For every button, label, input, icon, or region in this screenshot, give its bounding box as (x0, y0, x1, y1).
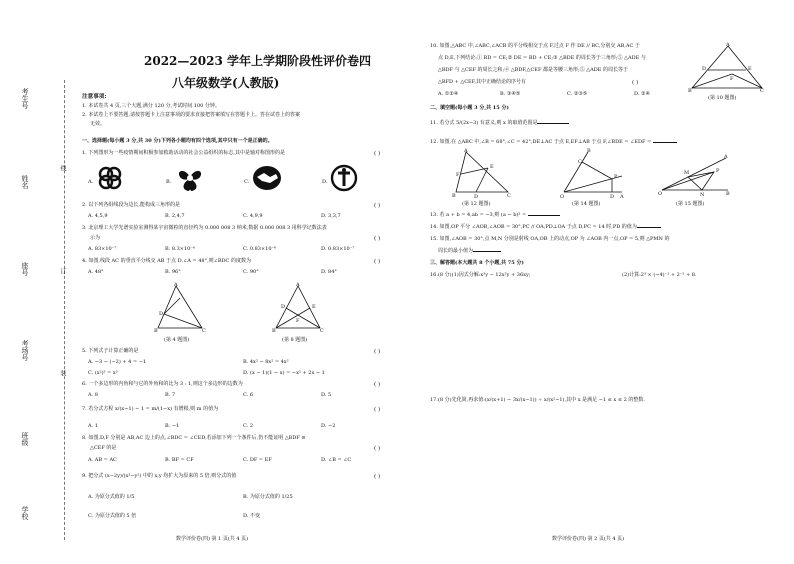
q4-option-a: A. 48° (88, 269, 104, 275)
svg-text:B: B (726, 191, 730, 196)
svg-text:C: C (202, 328, 206, 334)
q1-logo-handshake-icon (252, 165, 282, 191)
q13-stem: 13. 若 a + b = 4,ab = −3,则 (a − b)² = (430, 212, 528, 218)
q10-option-d: D. ②④ (634, 91, 650, 97)
svg-text:E: E (312, 304, 316, 310)
svg-text:O: O (560, 194, 565, 200)
q9-option-d: D. 不变 (243, 513, 261, 519)
svg-text:C: C (578, 159, 582, 165)
q5-option-b: B. 4x² − 8x² = 4x² (243, 359, 289, 365)
q3-stem: 3. 北京理工大学光谱实验室测得某宇宙微粒的直径约为 0.000 008 3 纳米,数据 0.000 008 3 用科学记数法表 (82, 225, 327, 231)
q1-option-c: C. (244, 179, 250, 185)
q3-stem-cont: 示为 (90, 235, 101, 241)
figure-q15-caption: (第 15 题图) (676, 201, 705, 207)
q2-option-c: C. 4,9,9 (243, 213, 263, 219)
q10-line-1: 10. 如图,△ABC 中,∠ABC,∠ACB 的平分线相交于点 F,过点 F 作 DE // BC,分别交 AB,AC 于 (430, 43, 640, 49)
cut-mark-bind: 装 (59, 370, 66, 376)
q1-option-d: D. (322, 179, 328, 185)
q4-option-b: B. 96° (165, 269, 181, 275)
q5-option-d: D. (x − 1)(1 − x) = −x² + 2x − 1 (243, 370, 325, 376)
svg-text:M: M (684, 170, 690, 176)
q16-part-2: (2)计算:2³ × (−4)⁻¹ + 2⁻² + 8. (622, 272, 697, 278)
q8-option-d: D. ∠B = ∠C (321, 457, 352, 463)
svg-text:B: B (272, 328, 276, 334)
figure-q14-caption: (第 14 题图) (572, 201, 601, 207)
section3-heading: 三、解答题(本大题共 8 个小题,共 75 分) (430, 260, 524, 266)
svg-text:F: F (296, 318, 300, 324)
q2-option-a: A. 4,5,9 (88, 213, 108, 219)
svg-text:E: E (490, 164, 494, 170)
notes-line-2: 2. 本试卷上不要答题,请按答题卡上注意事项的要求直接把答案填写在答题卡上。答在试卷上的答案 (82, 112, 300, 118)
q2-stem: 2. 以下列各组线段为边长,能构成三角形的是 (82, 202, 180, 208)
q15-line-1: 15. 如图,∠AOB = 30°,点 M,N 分别是射线 OA,OB 上的动点,OP 为 ∠AOB 内一点,OP = 5,则 △PMN 的 (430, 236, 670, 242)
svg-text:C: C (507, 193, 511, 199)
q8-stem-cont: △CEF 的是 (90, 445, 117, 451)
q14-stem: 14. 如图,OP 平分 ∠AOB,∠AOB = 30°,PC // OA,PD⊥OA 于点 D,PC = 14 时,PD 的值为 (430, 224, 637, 230)
q12-stem: 12. 如图,在 △ABC 中,∠B = 68°,∠C = 42°,DE⊥AC 于点 E,EF⊥AB 于点 F,∠BDE = ∠EDF = (430, 139, 653, 145)
q15-stem-cont: 周长的最小值为 (438, 248, 474, 254)
svg-text:D: D (474, 194, 479, 200)
q1-logo-knot-icon (96, 164, 124, 192)
q10-option-b: B. ③④⑤ (500, 91, 521, 97)
binding-label-class: 班级 (21, 432, 29, 446)
footer-page-2: 数学评价卷(四) 第 2 页(共 4 页) (552, 536, 625, 542)
figure-q4-triangle (152, 282, 208, 334)
q14-blank[interactable] (637, 227, 661, 228)
q11-stem: 11. 若分式 5/(2x−3) 有意义,则 x 的取值范围是 (430, 120, 538, 126)
q6-stem: 6. 一个多边形的内角和与它的外角和的比为 3 : 1,则这个多边形的边数为 (82, 381, 243, 387)
q6-option-b: B. 7 (165, 392, 176, 398)
q9-option-b: B. 为原分式值的 1/25 (243, 494, 293, 500)
binding-label-school: 学校 (21, 506, 29, 520)
q6-option-a: A. 8 (88, 392, 98, 398)
q2-option-b: B. 2,4,7 (165, 213, 185, 219)
svg-text:A: A (296, 282, 300, 288)
q1-option-b: B. (166, 179, 172, 185)
svg-text:C: C (320, 328, 324, 334)
binding-label-seat: 座号 (21, 262, 29, 276)
svg-text:B: B (688, 88, 692, 94)
q4-answer-paren[interactable]: ( ) (374, 259, 381, 265)
q15-blank[interactable] (473, 251, 501, 252)
svg-text:F: F (730, 76, 734, 82)
q14-text (430, 225, 661, 230)
svg-text:P: P (716, 168, 720, 174)
q11-text (430, 121, 569, 126)
q2-option-d: D. 3,3,7 (321, 213, 341, 219)
q11-blank[interactable] (537, 123, 569, 124)
figure-q10-caption: (第 10 题图) (708, 95, 737, 101)
binding-label-room: 考场号 (21, 340, 29, 361)
figure-q14-angle (560, 148, 626, 200)
binding-label-name: 姓名 (21, 175, 29, 189)
svg-text:A: A (724, 154, 728, 160)
page-title: 2022—2023 学年上学期阶段性评价卷四 (144, 54, 371, 68)
q12-text (430, 140, 677, 145)
q10-answer-paren[interactable]: ( ) (632, 80, 639, 86)
figure-q8-triangle (270, 282, 326, 334)
q9-option-a: A. 为原分式值的 1/5 (88, 494, 135, 500)
q9-answer-paren[interactable]: ( ) (374, 474, 381, 480)
q10-option-c: C. ②③⑤ (567, 91, 588, 97)
q4-option-d: D. 84° (321, 269, 337, 275)
q8-option-b: B. BF = CF (165, 457, 194, 463)
svg-text:D: D (159, 311, 164, 317)
q8-answer-paren[interactable]: ( ) (374, 446, 381, 452)
binding-dashed-line (64, 80, 65, 540)
svg-text:A: A (726, 42, 730, 48)
q8-stem: 8. 如图,D,F 分别是 AB,AC 边上的点,∠BDC = ∠CED,若添加下列一个条件后,仍不能证明 △BDF ≌ (82, 435, 306, 441)
q8-option-a: A. AB = AC (88, 457, 117, 463)
q2-answer-paren[interactable]: ( ) (374, 203, 381, 209)
q4-stem: 4. 如图,线段 AC 的垂直平分线交 AB 于点 D,∠A = 48°,则∠BDC 的度数为 (82, 258, 251, 264)
q13-blank[interactable] (528, 215, 560, 216)
q8-option-c: C. DF = EF (243, 457, 272, 463)
q10-option-a: A. ①②④ (438, 91, 459, 97)
cut-mark-staple: 订 (59, 268, 66, 274)
q7-option-c: C. 2 (243, 423, 254, 429)
q9-stem: 9. 把分式 (x−2y)/(x²−y²) 中的 x,y 均扩大为原来的 5 倍,则分式的值 (82, 473, 237, 479)
figure-q10-triangle (688, 42, 766, 94)
q3-option-d: D. 0.83×10⁻⁷ (321, 246, 355, 252)
binding-label-candidate-no: 考生号 (21, 88, 29, 109)
q10-line-4: △BFD + △CEF,其中正确结论的序号有 (438, 79, 526, 85)
q3-answer-paren[interactable]: ( ) (374, 236, 381, 242)
figure-q8-caption: (第 8 题图) (282, 337, 308, 343)
svg-text:P: P (614, 174, 618, 180)
q12-blank[interactable] (653, 142, 677, 143)
cut-mark-line: 线 (59, 165, 66, 171)
q13-text (430, 213, 560, 218)
notes-line-3: 无效。 (90, 121, 106, 127)
section2-heading: 二、填空题(每小题 3 分,共 15 分) (430, 105, 509, 111)
q5-answer-paren[interactable]: ( ) (374, 349, 381, 355)
svg-text:D: D (610, 194, 615, 200)
notes-heading: 注意事项: (82, 94, 107, 100)
svg-text:A: A (620, 194, 624, 200)
q1-answer-paren[interactable]: ( ) (374, 151, 381, 157)
page-subtitle: 八年级数学(人教版) (172, 76, 280, 90)
section1-heading: 一、选择题(每小题 3 分,共 30 分)下列各小题均有四个选项,其中只有一个是正确的。 (82, 138, 273, 144)
q6-option-d: D. 5 (321, 392, 332, 398)
svg-text:B: B (452, 193, 456, 199)
q1-option-a: A. (88, 179, 94, 185)
svg-text:F: F (456, 172, 460, 178)
q17-text: 17.(8 分)先化简,再求值:(x/(x+1) − 3x/(x−1)) ÷ x/(x²−1),其中 x 是满足 −1 ≤ x ≤ 2 的整数. (430, 397, 645, 403)
q5-option-a: A. −3 − (−2) + 4 = −1 (88, 359, 147, 365)
svg-text:C: C (760, 88, 764, 94)
q10-line-3: △BDF 与 △CEF 的周长之和;④ △BDF,△CEF 都是等腰三角形;⑤ △ADE 的周长等于 (438, 67, 628, 73)
figure-q4-caption: (第 4 题图) (164, 337, 190, 343)
q9-option-c: C. 为原分式值的 5 倍 (88, 513, 137, 519)
svg-text:D: D (281, 304, 286, 310)
q15-line-2 (438, 249, 501, 254)
q6-option-c: C. 6 (243, 392, 254, 398)
footer-page-1: 数学评价卷(四) 第 1 页(共 4 页) (176, 536, 249, 542)
figure-q12-caption: (第 12 题图) (462, 201, 491, 207)
svg-text:B: B (587, 148, 591, 154)
q4-option-c: C. 90° (243, 269, 259, 275)
q1-logo-volunteer-icon (330, 164, 358, 192)
svg-text:A: A (174, 282, 178, 288)
q10-line-2: 点 D,E,下列结论:① BD = CE;② DE = BD + CE;③ △BDE 的周长等于三角形;⑤ △ADE 与 (438, 55, 646, 61)
q6-answer-paren[interactable]: ( ) (374, 382, 381, 388)
q7-option-b: B. −1 (165, 423, 180, 429)
q7-option-a: A. 1 (88, 423, 98, 429)
q3-option-c: C. 0.83×10⁻⁶ (243, 246, 277, 252)
svg-text:A: A (464, 148, 468, 154)
q5-option-c: C. (x²)³ = x⁵ (88, 370, 118, 376)
q3-option-a: A. 83×10⁻⁷ (88, 246, 117, 252)
q16-part-1: 16.(8 分)(1)因式分解:x³y − 12x²y + 36xy; (430, 272, 531, 278)
q3-option-b: B. 8.3×10⁻⁶ (165, 246, 195, 252)
q1-stem: 1. 下列图形为一些疫情期间积极参加救助活动的社会公益组织的标志,其中是轴对称图形的是 (82, 150, 285, 156)
svg-text:D: D (702, 66, 707, 72)
figure-q12-triangle (452, 148, 512, 200)
notes-line-1: 1. 本试卷共 4 页,三个大题,满分 120 分,考试时间 100 分钟。 (82, 103, 220, 109)
q5-stem: 5. 下列式子计算正确的是 (82, 348, 139, 354)
svg-text:O: O (658, 191, 663, 196)
q7-answer-paren[interactable]: ( ) (374, 407, 381, 413)
svg-text:E: E (748, 66, 752, 72)
q1-logo-hearts-icon (174, 163, 206, 193)
svg-text:N: N (700, 192, 705, 196)
figure-q15-angle (658, 150, 730, 196)
svg-text:B: B (154, 328, 158, 334)
q7-option-d: D. −2 (321, 423, 336, 429)
q7-stem: 7. 若分式方程 x/(x−1) − 1 = m/(1−x) 有增根,则 m 的值为 (82, 406, 219, 412)
